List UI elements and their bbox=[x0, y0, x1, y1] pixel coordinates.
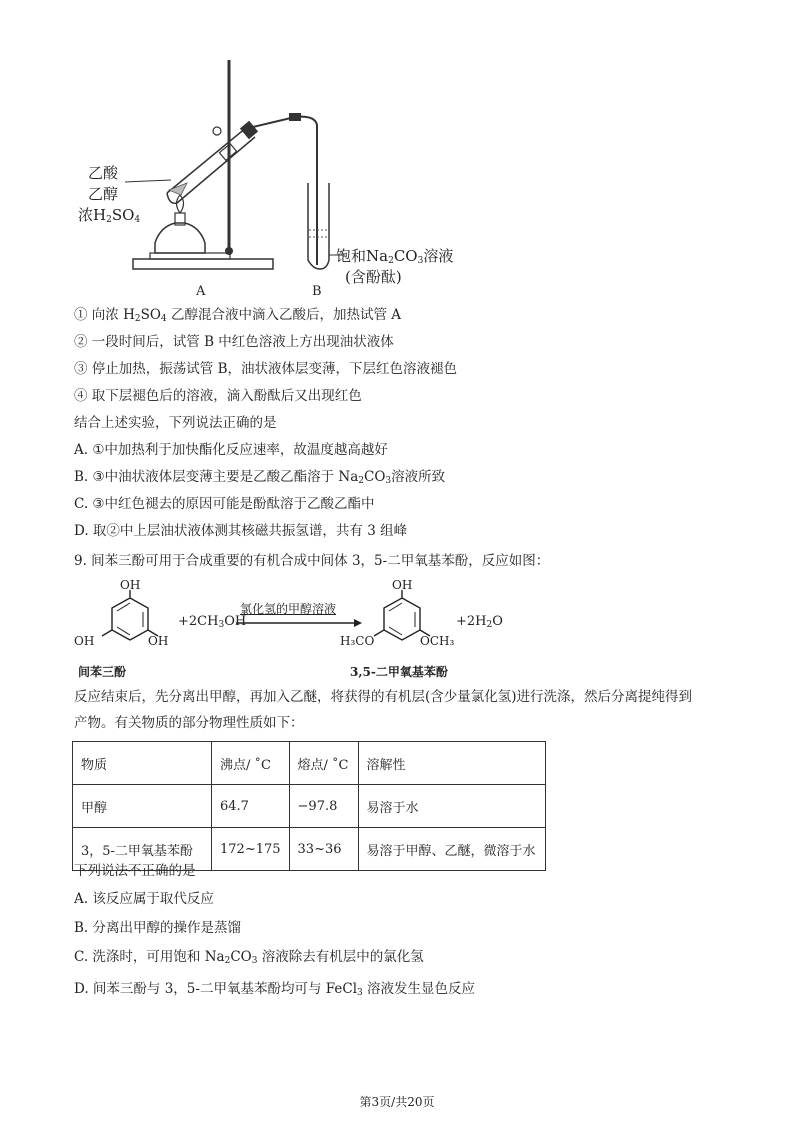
product-name: 3,5-二甲氧基苯酚 bbox=[350, 665, 448, 679]
table-row bbox=[73, 785, 546, 828]
reactant-name: 间苯三酚 bbox=[78, 665, 127, 679]
step-4: ④ 取下层褪色后的溶液，滴入酚酞后又出现红色 bbox=[74, 388, 362, 404]
table-cell: 甲醇 bbox=[73, 785, 212, 828]
byproduct-water: $+2H_2O$ bbox=[456, 614, 503, 630]
label-na2co3-solution: 饱和$Na_2CO_3$溶液 bbox=[336, 247, 454, 266]
reaction-condition: 氯化氢的甲醇溶液 bbox=[240, 602, 337, 616]
reaction-arrow bbox=[236, 618, 362, 628]
reactant-oh-top: OH bbox=[120, 578, 141, 592]
table-cell: 3，5-二甲氧基苯酚 bbox=[73, 828, 212, 871]
label-acid: 乙酸 bbox=[88, 164, 119, 182]
reactant-structure bbox=[90, 590, 170, 660]
table-cell: 172~175 bbox=[212, 828, 290, 871]
q8-option-c: C. ③中红色褪去的原因可能是酚酞溶于乙酸乙酯中 bbox=[74, 496, 375, 512]
table-header-row bbox=[73, 742, 546, 785]
product-oh-top: OH bbox=[392, 578, 413, 592]
properties-table bbox=[72, 741, 546, 871]
q9-paragraph-2: 产物。有关物质的部分物理性质如下： bbox=[74, 715, 304, 731]
q9-option-c: C. 洗涤时，可用饱和 $Na_2CO_3$ 溶液除去有机层中的氯化氢 bbox=[74, 949, 424, 966]
q8-stem: 结合上述实验，下列说法正确的是 bbox=[74, 415, 277, 431]
label-phenolphthalein: (含酚酞) bbox=[345, 268, 402, 286]
product-structure bbox=[362, 590, 442, 660]
reactant-oh-left: OH bbox=[74, 634, 95, 648]
header-solubility: 溶解性 bbox=[358, 742, 545, 785]
label-tube-a: A bbox=[196, 284, 206, 299]
label-tube-b: B bbox=[312, 284, 322, 299]
q9-option-d: D. 间苯三酚与 3，5-二甲氧基苯酚均可与 FeCl$_3$ 溶液发生显色反应 bbox=[74, 981, 476, 998]
table-cell: 64.7 bbox=[212, 785, 290, 828]
apparatus-diagram bbox=[125, 55, 345, 275]
page-footer: 第3页/共20页 bbox=[359, 1095, 435, 1109]
reactant-oh-right: OH bbox=[148, 634, 169, 648]
q8-option-b: B. ③中油状液体层变薄主要是乙酸乙酯溶于 $Na_2CO_3$溶液所致 bbox=[74, 469, 446, 486]
header-melting-point: 熔点/ ˚C bbox=[289, 742, 358, 785]
step-1: ① 向浓 $H_2SO_4$ 乙醇混合液中滴入乙酸后，加热试管 A bbox=[74, 307, 401, 324]
table-cell: 易溶于甲醇、乙醚，微溶于水 bbox=[358, 828, 545, 871]
step-2: ② 一段时间后，试管 B 中红色溶液上方出现油状液体 bbox=[74, 334, 394, 350]
q8-option-a: A. ①中加热利于加快酯化反应速率，故温度越高越好 bbox=[74, 442, 388, 458]
q8-option-d: D. 取②中上层油状液体测其核磁共振氢谱，共有 3 组峰 bbox=[74, 523, 408, 539]
table-cell: 33~36 bbox=[289, 828, 358, 871]
q9-option-b: B. 分离出甲醇的操作是蒸馏 bbox=[74, 920, 242, 936]
table-cell: 易溶于水 bbox=[358, 785, 545, 828]
product-och3: OCH₃ bbox=[420, 634, 455, 648]
reagent-methanol: $+2CH_3OH$ bbox=[178, 614, 247, 630]
q9-paragraph-1: 反应结束后，先分离出甲醇，再加入乙醚，将获得的有机层(含少量氯化氢)进行洗涤，然后分离提纯得到 bbox=[74, 689, 693, 705]
header-boiling-point: 沸点/ ˚C bbox=[212, 742, 290, 785]
table-cell: −97.8 bbox=[289, 785, 358, 828]
header-substance: 物质 bbox=[73, 742, 212, 785]
label-h2so4: 浓$H_2SO_4$ bbox=[78, 206, 141, 225]
q9-stem: 9. 间苯三酚可用于合成重要的有机合成中间体 3，5-二甲氧基苯酚，反应如图： bbox=[74, 553, 550, 569]
label-ethanol: 乙醇 bbox=[88, 185, 119, 203]
product-h3co: H₃CO bbox=[340, 634, 375, 648]
step-3: ③ 停止加热，振荡试管 B，油状液体层变薄，下层红色溶液褪色 bbox=[74, 361, 458, 377]
q9-stem-2: 下列说法不正确的是 bbox=[74, 863, 196, 879]
q9-option-a: A. 该反应属于取代反应 bbox=[74, 891, 214, 907]
